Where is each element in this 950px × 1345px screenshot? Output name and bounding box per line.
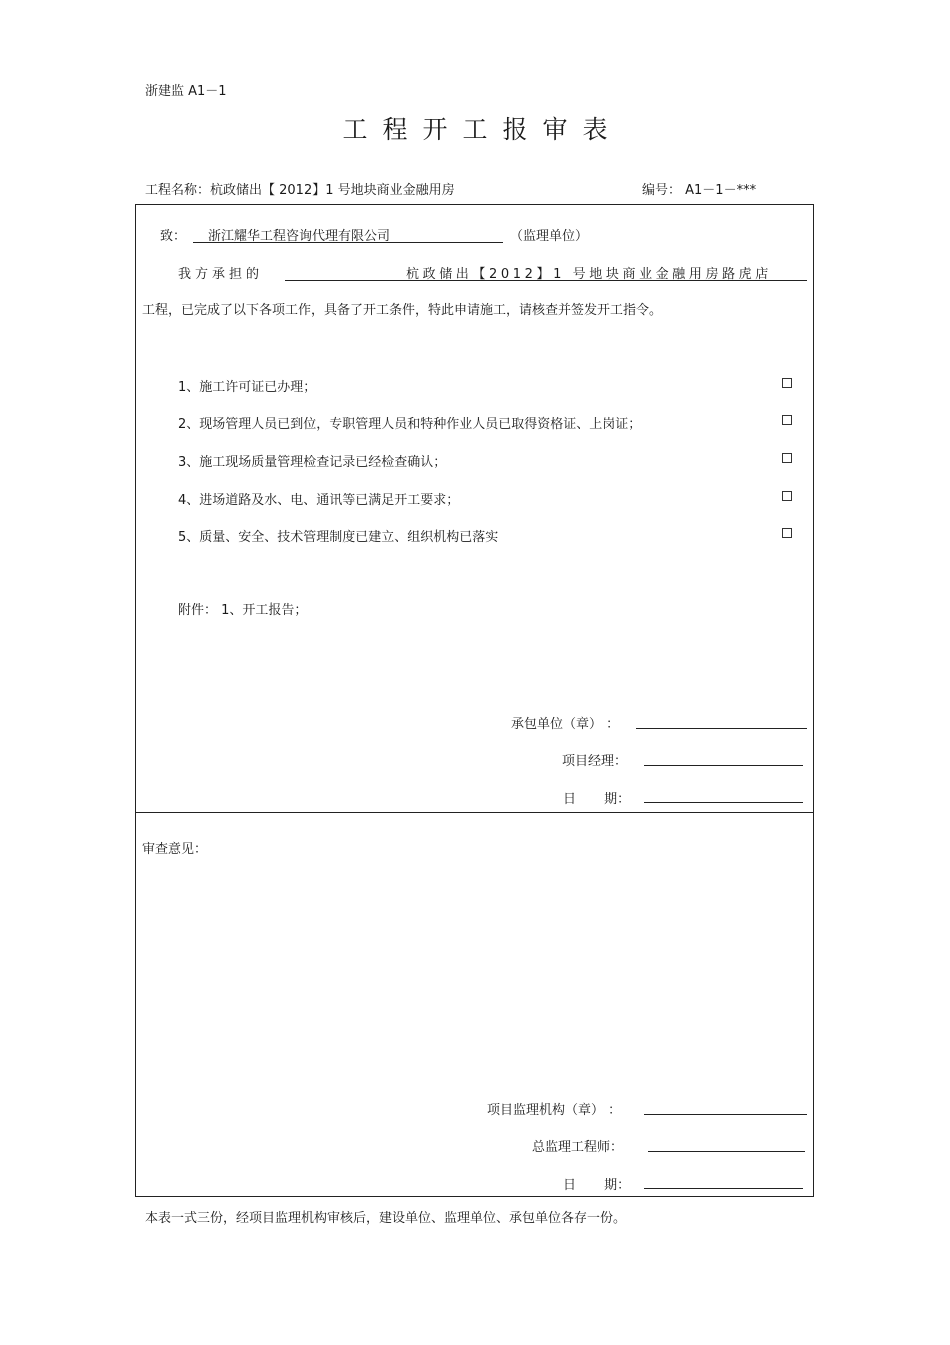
section-divider — [135, 812, 814, 813]
checklist-item: 5、质量、安全、技术管理制度已建立、组织机构已落实 — [178, 530, 499, 545]
statement-project: 杭政储出【2012】1 号地块商业金融用房路虎店 — [406, 267, 772, 282]
statement-body: 工程，已完成了以下各项工作，具备了开工条件，特此申请施工，请核查并签发开工指令。 — [142, 303, 663, 318]
application-date-label: 日 期： — [563, 792, 631, 807]
footnote: 本表一式三份，经项目监理机构审核后，建设单位、监理单位、承包单位各存一份。 — [145, 1211, 627, 1226]
addressee-suffix: （监理单位） — [510, 229, 589, 244]
project-manager-label: 项目经理： — [562, 754, 628, 769]
document-number: 编号： A1－1－*** — [642, 183, 757, 198]
attachment-note: 附件： 1、开工报告； — [178, 603, 308, 618]
form-code: 浙建监 A1－1 — [145, 84, 227, 99]
review-opinion-label: 审查意见： — [142, 842, 208, 857]
supervision-org-field[interactable] — [644, 1114, 807, 1115]
project-underline — [285, 280, 807, 281]
addressee-prefix: 致： — [160, 229, 187, 244]
application-date-field[interactable] — [644, 802, 803, 803]
checklist-checkbox[interactable] — [782, 378, 792, 388]
chief-engineer-field[interactable] — [648, 1151, 805, 1152]
checklist-checkbox[interactable] — [782, 453, 792, 463]
checklist-item: 1、施工许可证已办理； — [178, 380, 317, 395]
checklist-item: 3、施工现场质量管理检查记录已经检查确认； — [178, 455, 447, 470]
checklist-checkbox[interactable] — [782, 528, 792, 538]
form-table-border — [135, 204, 814, 1197]
project-name: 工程名称：杭政储出【 2012】1 号地块商业金融用房 — [145, 183, 455, 198]
statement-prefix: 我方承担的 — [178, 267, 264, 282]
document-title: 工程开工报审表 — [342, 115, 623, 144]
review-date-field[interactable] — [644, 1188, 803, 1189]
contractor-unit-label: 承包单位（章） ： — [511, 717, 620, 732]
addressee-underline — [193, 242, 503, 243]
checklist-item: 2、现场管理人员已到位，专职管理人员和特种作业人员已取得资格证、上岗证； — [178, 417, 642, 432]
checklist-item: 4、进场道路及水、电、通讯等已满足开工要求； — [178, 493, 460, 508]
chief-engineer-label: 总监理工程师： — [532, 1140, 624, 1155]
checklist-checkbox[interactable] — [782, 415, 792, 425]
addressee-company: 浙江耀华工程咨询代理有限公司 — [208, 229, 391, 244]
contractor-unit-field[interactable] — [636, 728, 807, 729]
project-manager-field[interactable] — [644, 765, 803, 766]
review-date-label: 日 期： — [563, 1178, 631, 1193]
supervision-org-label: 项目监理机构（章） ： — [487, 1103, 622, 1118]
checklist-checkbox[interactable] — [782, 491, 792, 501]
